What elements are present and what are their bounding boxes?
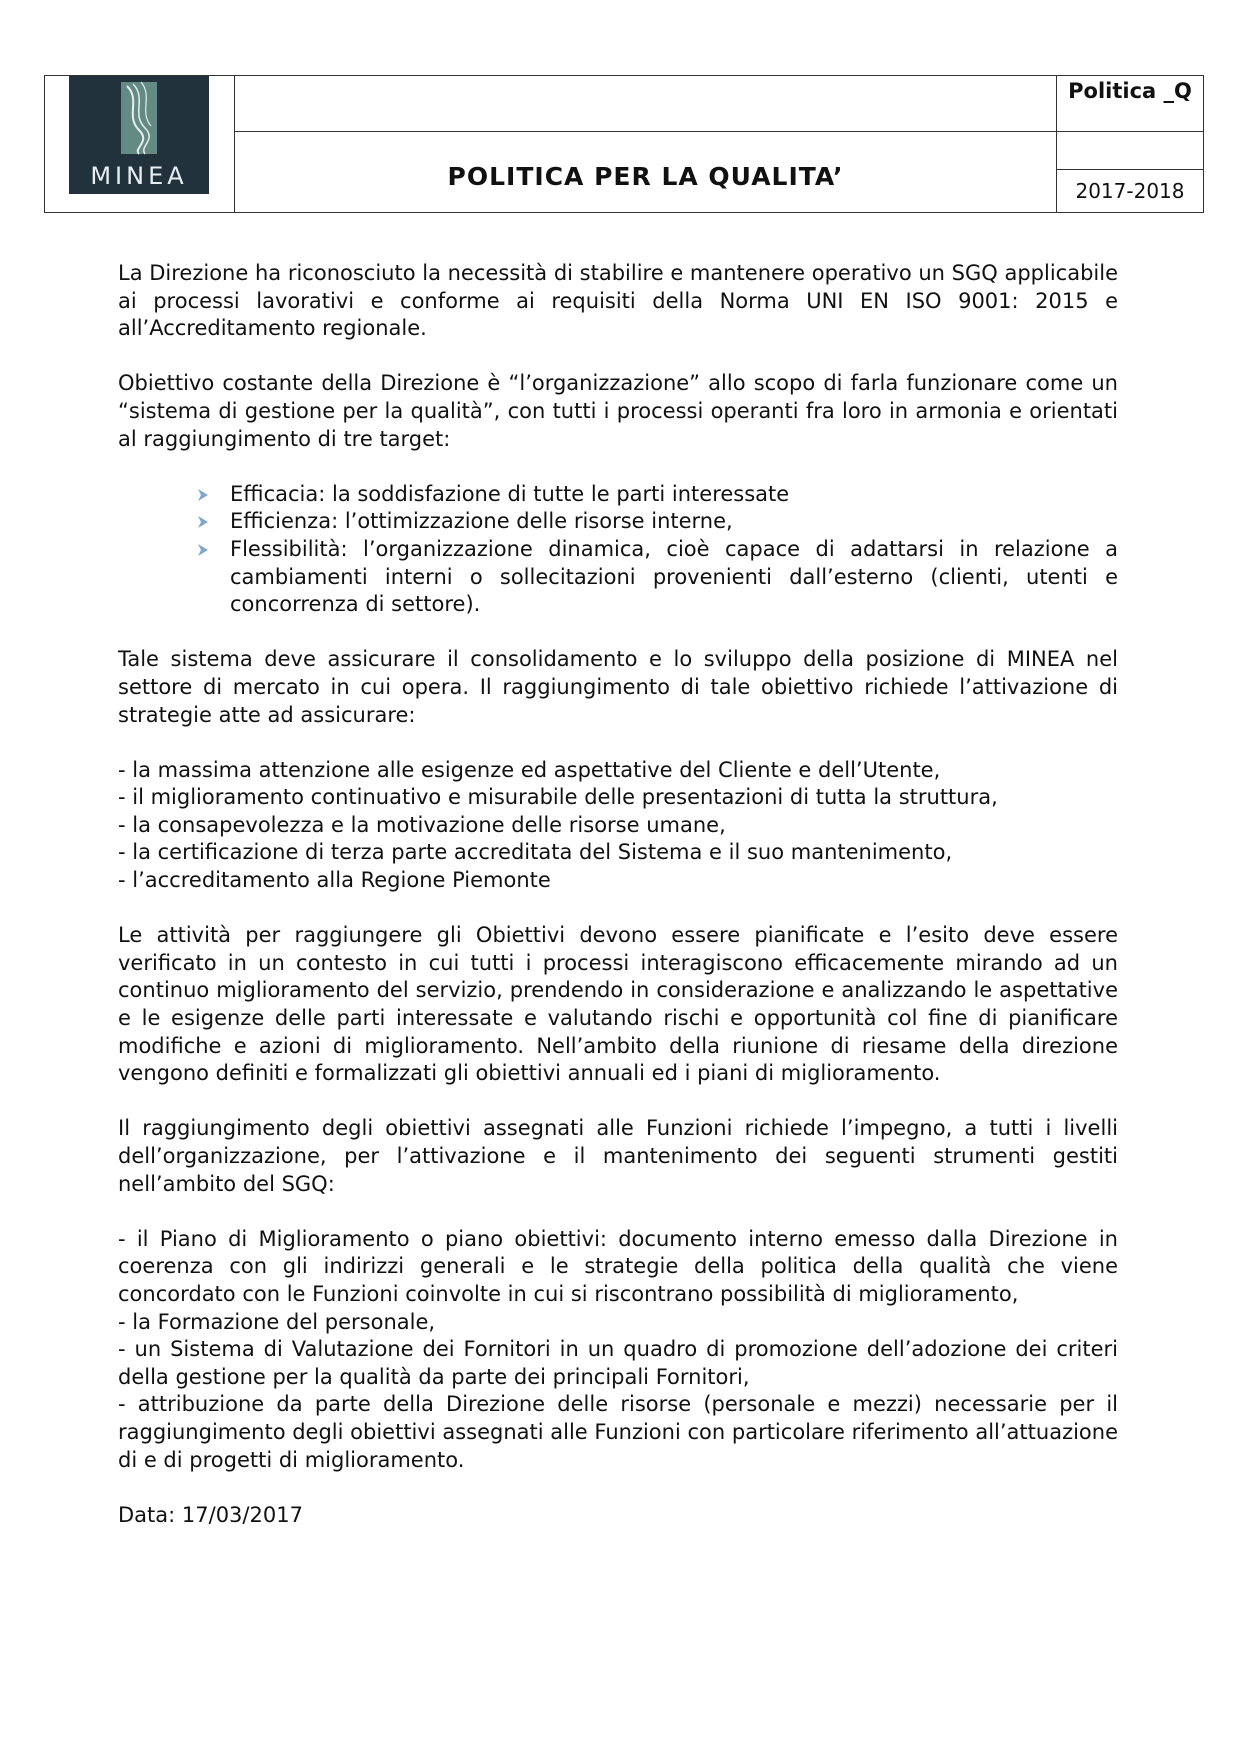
list-item: Flessibilità: l’organizzazione dinamica, cioè capace di adattarsi in relazione a cambiamenti interni o sollecitazioni provenienti dall’esterno (clienti, utenti e concorrenza di settore). — [230, 536, 1118, 619]
list-item: - l’accreditamento alla Regione Piemonte — [118, 868, 551, 893]
paragraph-activities: Le attività per raggiungere gli Obiettivi devono essere pianificate e l’esito deve essere verificato in un contesto in cui tutti i processi interagiscono efficacemente mirando ad un continuo miglioramento del servizio, prendendo in considerazione e analizzando le aspettative e le esigenze delle parti interessate e valutando rischi e opportunità col fine di pianificare modifiche e azioni di miglioramento. Nell’ambito della riunione di riesame della direzione vengono definiti e formalizzati gli obiettivi annuali ed i piani di miglioramento. — [118, 923, 1118, 1086]
arrow-bullet-icon — [196, 515, 210, 529]
list-item: - la Formazione del personale, — [118, 1309, 436, 1334]
paragraph-intro: La Direzione ha riconosciuto la necessità di stabilire e mantenere operativo un SGQ applicabile ai processi lavorativi e conforme ai requisiti della Norma UNI EN ISO 9001: 2015 e all’Accreditamento regionale. — [118, 261, 1118, 341]
list-item: - la massima attenzione alle esigenze ed aspettative del Cliente e dell’Utente, — [118, 757, 941, 782]
arrow-bullet-icon — [196, 488, 210, 502]
list-item: - il Piano di Miglioramento o piano obiettivi: documento interno emesso dalla Direzione in coerenza con gli indirizzi generali e le strategie della politica della qualità che viene concordato con le Funzioni coinvolte in cui si riscontrano possibilità di miglioramento, — [118, 1226, 1118, 1306]
minea-logo — [69, 76, 209, 194]
logo-text: MINEA — [90, 162, 188, 190]
paragraph-instruments: Il raggiungimento degli obiettivi assegnati alle Funzioni richiede l’impegno, a tutti i livelli dell’organizzazione, per l’attivazione e il mantenimento dei seguenti strumenti gestiti nell’ambito del SGQ: — [118, 1116, 1118, 1196]
document-code: Politica _Q — [1057, 76, 1203, 132]
document-title: POLITICA PER LA QUALITA’ — [447, 162, 844, 191]
paragraph-system: Tale sistema deve assicurare il consolidamento e lo sviluppo della posizione di MINEA nel settore di mercato in cui opera. Il raggiungimento di tale obiettivo richiede l’attivazione di strategie atte ad assicurare: — [118, 647, 1118, 727]
list-item: - la consapevolezza e la motivazione delle risorse umane, — [118, 812, 726, 837]
list-item: Efficacia: la soddisfazione di tutte le parti interessate — [230, 481, 1118, 509]
strategy-list — [118, 757, 1118, 895]
instrument-list — [118, 1226, 1118, 1474]
logo-cell — [45, 76, 235, 212]
document-date: Data: 17/03/2017 — [118, 1502, 303, 1527]
list-item: - il miglioramento continuativo e misurabile delle presentazioni di tutta la struttura, — [118, 785, 998, 810]
paragraph-objective: Obiettivo costante della Direzione è “l’organizzazione” allo scopo di farla funzionare come un “sistema di gestione per la qualità”, con tutti i processi operanti fra loro in armonia e orientati al raggiungimento di tre target: — [118, 371, 1118, 451]
title-cell — [235, 76, 1057, 212]
list-item: - la certificazione di terza parte accreditata del Sistema e il suo mantenimento, — [118, 840, 953, 865]
target-list — [118, 481, 1118, 619]
document-header — [44, 75, 1204, 213]
arrow-bullet-icon — [196, 543, 210, 557]
revision-cell — [1057, 132, 1203, 170]
document-body — [118, 260, 1118, 1557]
list-item: Efficienza: l’ottimizzazione delle risorse interne, — [230, 508, 1118, 536]
document-year: 2017-2018 — [1075, 179, 1185, 203]
title-cell-top — [235, 76, 1056, 132]
list-item: - un Sistema di Valutazione dei Fornitori in un quadro di promozione dell’adozione dei criteri della gestione per la qualità da parte dei principali Fornitori, — [118, 1337, 1118, 1389]
list-item: - attribuzione da parte della Direzione delle risorse (personale e mezzi) necessarie per il raggiungimento degli obiettivi assegnati alle Funzioni con particolare riferimento all’attuazione di e di progetti di miglioramento. — [118, 1392, 1118, 1472]
meta-cell — [1057, 76, 1203, 212]
